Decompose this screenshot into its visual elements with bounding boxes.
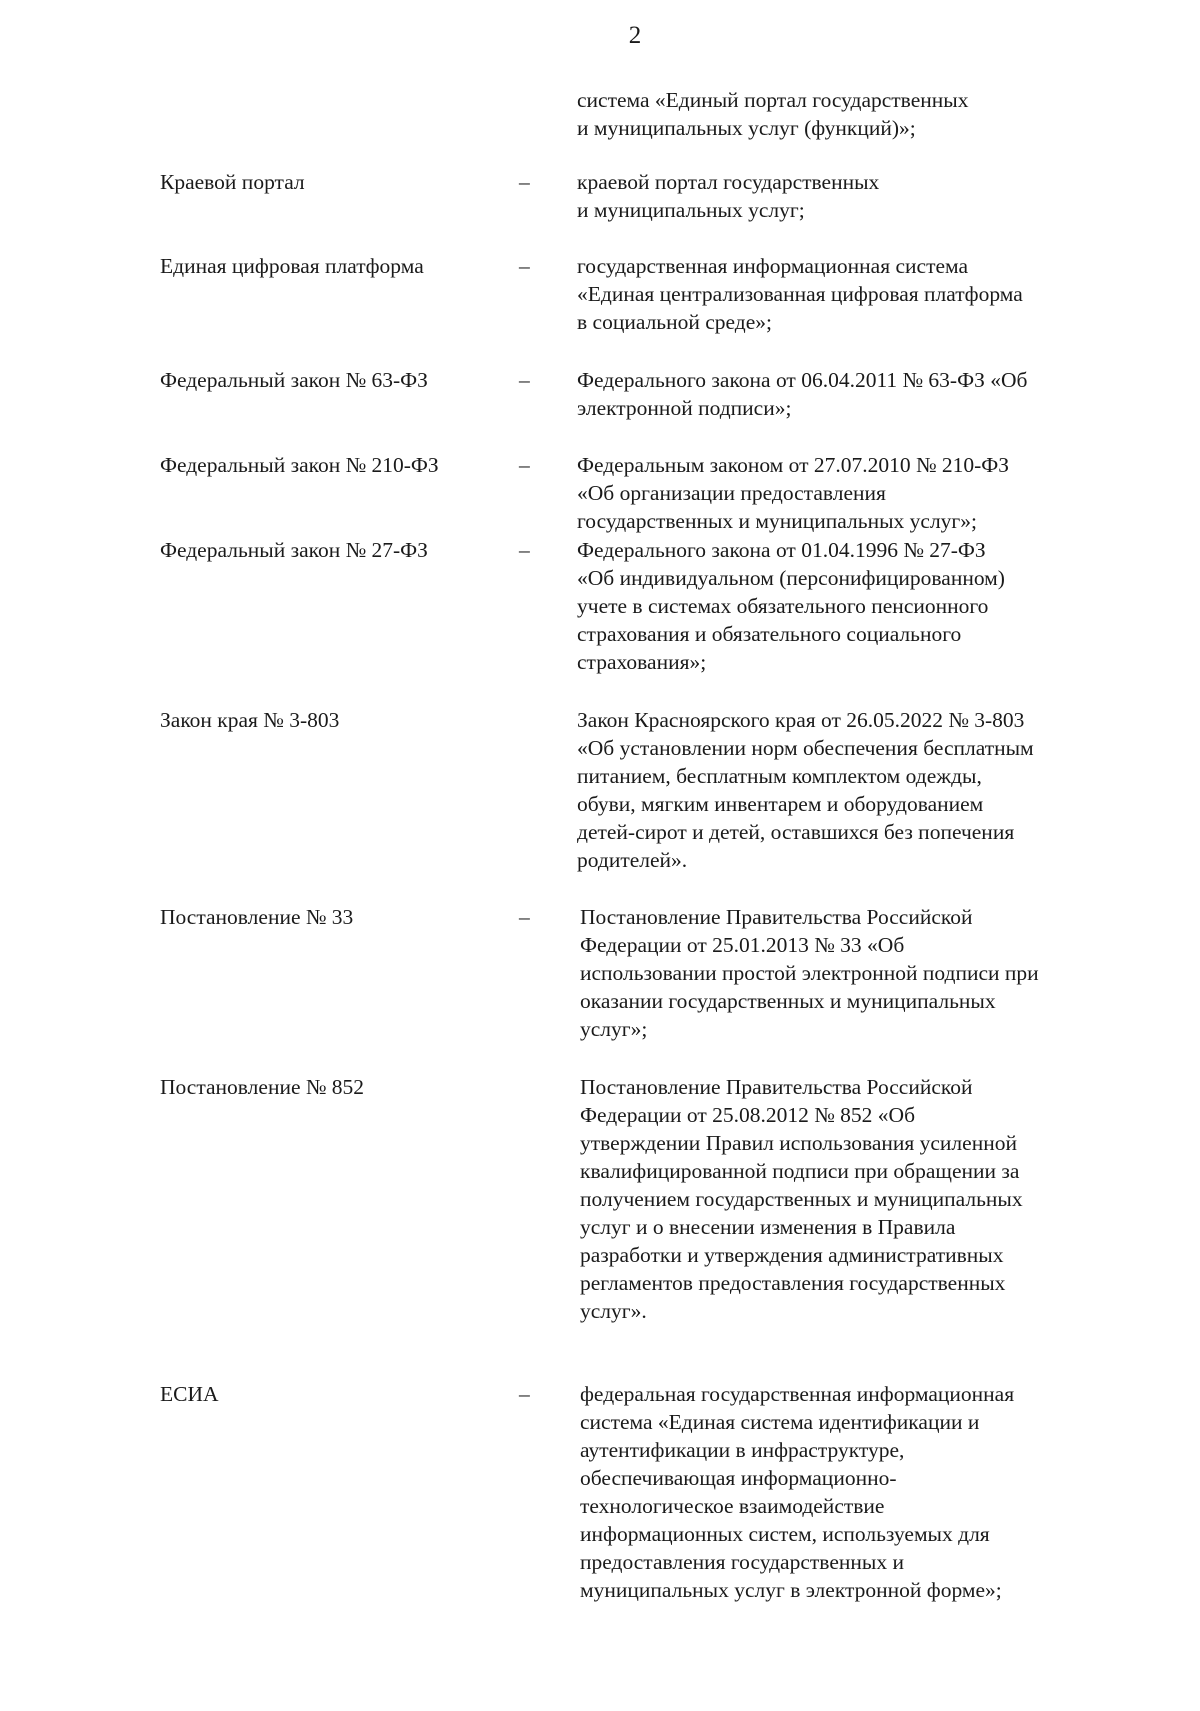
entry-definition xyxy=(577,366,1027,422)
entry-definition xyxy=(577,451,1009,535)
definition-line: детей-сирот и детей, оставшихся без попечения xyxy=(577,820,1015,844)
definition-line: Постановление Правительства Российской xyxy=(580,905,973,929)
definition-line: муниципальных услуг в электронной форме»; xyxy=(580,1578,1002,1602)
definition-line: информационных систем, используемых для xyxy=(580,1522,990,1546)
definition-line: «Об установлении норм обеспечения бесплатным xyxy=(577,736,1034,760)
entry-term: Федеральный закон № 63-ФЗ xyxy=(160,368,428,392)
entry-dash: – xyxy=(519,170,530,194)
definition-line: разработки и утверждения административных xyxy=(580,1243,1004,1267)
entry-term: Краевой портал xyxy=(160,170,305,194)
definition-line: получением государственных и муниципальных xyxy=(580,1187,1023,1211)
definition-line: услуг». xyxy=(580,1299,647,1323)
definition-line: использовании простой электронной подписи при xyxy=(580,961,1039,985)
definition-line: государственных и муниципальных услуг»; xyxy=(577,509,977,533)
entry-definition xyxy=(580,903,1039,1043)
definition-line: Федерального закона от 01.04.1996 № 27-ФЗ xyxy=(577,538,986,562)
definition-line: учете в системах обязательного пенсионного xyxy=(577,594,989,618)
definition-line: родителей». xyxy=(577,848,688,872)
definition-line: в социальной среде»; xyxy=(577,310,772,334)
definition-line: «Об организации предоставления xyxy=(577,481,886,505)
entry-definition xyxy=(577,252,1023,336)
entry-term: Постановление № 852 xyxy=(160,1075,365,1099)
definition-line: Федерации от 25.08.2012 № 852 «Об xyxy=(580,1103,916,1127)
entry-definition xyxy=(577,706,1034,874)
definition-line: услуг»; xyxy=(580,1017,648,1041)
definition-line: оказании государственных и муниципальных xyxy=(580,989,996,1013)
definition-line: регламентов предоставления государственных xyxy=(580,1271,1006,1295)
definition-line: технологическое взаимодействие xyxy=(580,1494,885,1518)
continuation-line: система «Единый портал государственных xyxy=(577,88,969,112)
entry-dash: – xyxy=(519,254,530,278)
entry-dash: – xyxy=(519,905,530,929)
definition-line: Федеральным законом от 27.07.2010 № 210-ФЗ xyxy=(577,453,1010,477)
definition-line: краевой портал государственных xyxy=(577,170,880,194)
definition-line: питанием, бесплатным комплектом одежды, xyxy=(577,764,982,788)
definition-line: «Единая централизованная цифровая платформа xyxy=(577,282,1023,306)
definition-line: Федерального закона от 06.04.2011 № 63-ФЗ «Об xyxy=(577,368,1028,392)
definition-line: квалифицированной подписи при обращении за xyxy=(580,1159,1020,1183)
definition-line: страхования»; xyxy=(577,650,707,674)
definition-line: аутентификации в инфраструктуре, xyxy=(580,1438,905,1462)
continuation-text xyxy=(577,86,968,142)
entry-definition xyxy=(580,1073,1023,1325)
continuation-line: и муниципальных услуг (функций)»; xyxy=(577,116,916,140)
entry-term: Постановление № 33 xyxy=(160,905,354,929)
entry-term: Единая цифровая платформа xyxy=(160,254,424,278)
entry-definition xyxy=(577,536,1005,676)
entry-term: Федеральный закон № 27-ФЗ xyxy=(160,538,428,562)
entry-dash: – xyxy=(519,453,530,477)
definition-line: «Об индивидуальном (персонифицированном) xyxy=(577,566,1005,590)
definition-line: электронной подписи»; xyxy=(577,396,792,420)
definition-line: обуви, мягким инвентарем и оборудованием xyxy=(577,792,984,816)
definition-line: услуг и о внесении изменения в Правила xyxy=(580,1215,956,1239)
definition-line: Закон Красноярского края от 26.05.2022 № 3-803 xyxy=(577,708,1025,732)
definition-line: страхования и обязательного социального xyxy=(577,622,962,646)
definition-line: государственная информационная система xyxy=(577,254,969,278)
entry-dash: – xyxy=(519,368,530,392)
page-number: 2 xyxy=(628,22,642,49)
definition-line: система «Единая система идентификации и xyxy=(580,1410,980,1434)
entry-definition xyxy=(577,168,879,224)
definition-line: Постановление Правительства Российской xyxy=(580,1075,973,1099)
definition-line: утверждении Правил использования усиленной xyxy=(580,1131,1017,1155)
definition-line: предоставления государственных и xyxy=(580,1550,904,1574)
definition-line: Федерации от 25.01.2013 № 33 «Об xyxy=(580,933,905,957)
entry-dash: – xyxy=(519,538,530,562)
entry-term: Федеральный закон № 210-ФЗ xyxy=(160,453,439,477)
entry-term: ЕСИА xyxy=(160,1382,219,1406)
definition-line: и муниципальных услуг; xyxy=(577,198,805,222)
entry-term: Закон края № 3-803 xyxy=(160,708,340,732)
definition-line: федеральная государственная информационная xyxy=(580,1382,1015,1406)
entry-definition xyxy=(580,1380,1014,1604)
definition-line: обеспечивающая информационно- xyxy=(580,1466,897,1490)
entry-dash: – xyxy=(519,1382,530,1406)
